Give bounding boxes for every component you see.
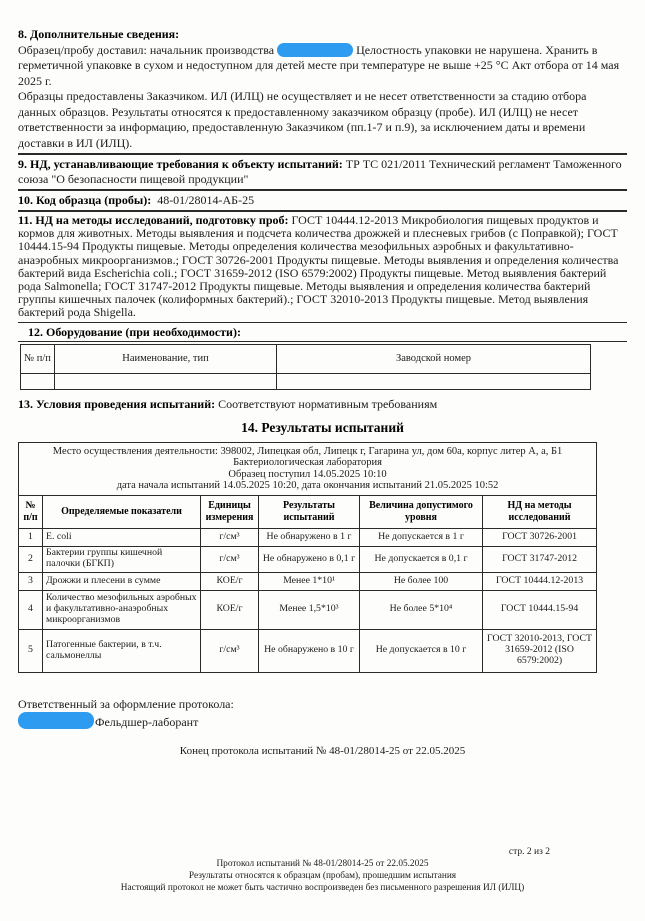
section-11: [18, 214, 627, 320]
sample-received-line: Образец поступил 14.05.2025 10:10: [228, 468, 387, 480]
row-number: 4: [19, 590, 43, 629]
row-method: ГОСТ 30726-2001: [483, 528, 597, 546]
results-col-indicator: Определяемые показатели: [43, 495, 201, 528]
results-info-row: [19, 442, 597, 495]
results-col-method: НД на методы исследований: [483, 495, 597, 528]
section-8-paragraph-1: [18, 43, 627, 90]
section-14-title: 14. Результаты испытаний: [241, 419, 404, 435]
row-number: 2: [19, 546, 43, 572]
equipment-empty-cell: [21, 373, 55, 389]
row-unit: г/см³: [201, 546, 259, 572]
row-allowed: Не более 100: [360, 572, 483, 590]
section-8-text-before-redaction: Образец/пробу доставил: начальник производства: [18, 42, 275, 57]
redacted-name-block: [277, 43, 353, 57]
row-number: 3: [19, 572, 43, 590]
row-method: ГОСТ 31747-2012: [483, 546, 597, 572]
equipment-empty-cell: [55, 373, 277, 389]
row-indicator: Количество мезофильных аэробных и факультативно-анаэробных микроорганизмов: [43, 590, 201, 629]
results-row: [19, 546, 597, 572]
row-allowed: Не допускается в 0,1 г: [360, 546, 483, 572]
results-info-cell: [19, 442, 597, 495]
row-allowed: Не допускается в 10 г: [360, 629, 483, 672]
section-10: [18, 193, 627, 208]
page-number: стр. 2 из 2: [508, 847, 550, 857]
results-row: [19, 572, 597, 590]
test-dates-line: дата начала испытаний 14.05.2025 10:20, дата окончания испытаний 21.05.2025 10:52: [116, 480, 499, 492]
row-unit: КОЕ/г: [201, 572, 259, 590]
section-8-paragraph-2: Образцы предоставлены Заказчиком. ИЛ (ИЛЦ) не осуществляет и не несет ответственности за стадию отбора данных образцов. Результаты относятся к предоставленному заказчиком образцу (пробе). ИЛ (ИЛЦ) не несет ответственности за информацию, предоставленную Заказчиком (пп.1-7 и п.9), за исключением даты и времени доставки в ИЛ (ИЛЦ).: [18, 89, 587, 150]
row-result: Не обнаружено в 1 г: [259, 528, 360, 546]
footer-copy-line: Настоящий протокол не может быть частично воспроизведен без письменного разрешения ИЛ (ИЛЦ): [120, 883, 525, 893]
results-header-row: [19, 495, 597, 528]
results-col-number: № п/п: [19, 495, 43, 528]
row-number: 1: [19, 528, 43, 546]
section-9: [18, 157, 627, 187]
results-col-unit: Единицы измерения: [201, 495, 259, 528]
section-9-text: ТР ТС 021/2011 Технический регламент Таможенного союза "О безопасности пищевой продукции": [18, 157, 622, 186]
equipment-col-number: № п/п: [21, 344, 55, 373]
laboratory-name-line: Бактериологическая лаборатория: [233, 457, 382, 469]
row-result: Менее 1*10¹: [259, 572, 360, 590]
row-indicator: Дрожжи и плесени в сумме: [43, 572, 201, 590]
row-method: ГОСТ 10444.12-2013: [483, 572, 597, 590]
section-8-text-after-redaction: Целостность упаковки не нарушена. Хранить в герметичной упаковке в сухом и недоступном для детей месте при температуре не выше +25 °C Акт отбора от 14 мая 2025 г.: [18, 42, 620, 88]
section-13-label: 13. Условия проведения испытаний:: [18, 396, 216, 411]
section-11-text: ГОСТ 10444.12-2013 Микробиология пищевых продуктов и кормов для животных. Методы выявления и подсчета количества дрожжей и плесневых грибов (с Поправкой); ГОСТ 10444.15-94 Продукты пищевые. Методы определения количества мезофильных аэробных и факультативно-анаэробных микроорганизмов.; ГОСТ 30726-2001 Продукты пищевые. Методы выявления и определения количества бактерий вида Escherichia coli.; ГОСТ 31659-2012 (ISO 6579:2002) Продукты пищевые. Метод выявления бактерий рода Salmonella; ГОСТ 31747-2012 Продукты пищевые. Методы выявления и определения количества бактерий группы кишечных палочек (колиформных бактерий).; ГОСТ 32010-2013 Продукты пищевые. Метод выявления бактерий рода Shigella.: [18, 213, 619, 320]
results-col-result: Результаты испытаний: [259, 495, 360, 528]
footer-protocol-line: Протокол испытаний № 48-01/28014-25 от 22.05.2025: [216, 859, 429, 869]
separator-line: [18, 189, 627, 191]
footer-results-line: Результаты относятся к образцам (пробам), прошедшим испытания: [188, 871, 457, 881]
section-12: [28, 325, 627, 339]
section-8-title: 8. Дополнительные сведения:: [18, 27, 180, 41]
row-result: Менее 1,5*10³: [259, 590, 360, 629]
row-indicator: Бактерии группы кишечной палочки (БГКП): [43, 546, 201, 572]
section-13-text: Соответствуют нормативным требованиям: [218, 396, 438, 411]
equipment-table: [20, 344, 591, 390]
results-row: [19, 629, 597, 672]
row-result: Не обнаружено в 10 г: [259, 629, 360, 672]
signature-label: Ответственный за оформление протокола:: [18, 696, 234, 711]
separator-line: [18, 341, 627, 342]
section-12-label: 12. Оборудование (при необходимости):: [28, 324, 241, 339]
signer-position: Фельдшер-лаборант: [95, 714, 199, 729]
equipment-col-name: Наименование, тип: [55, 344, 277, 373]
row-method: ГОСТ 10444.15-94: [483, 590, 597, 629]
equipment-header-row: [21, 344, 591, 373]
page-footer: [0, 858, 645, 894]
separator-line: [18, 322, 627, 323]
equipment-empty-row: [21, 373, 591, 389]
row-unit: г/см³: [201, 528, 259, 546]
equipment-empty-cell: [277, 373, 591, 389]
results-row: [19, 590, 597, 629]
section-9-label: 9. НД, устанавливающие требования к объекту испытаний:: [18, 157, 343, 171]
section-10-label: 10. Код образца (пробы):: [18, 193, 152, 207]
results-row: [19, 528, 597, 546]
section-11-label: 11. НД на методы исследований, подготовку проб:: [18, 213, 289, 227]
row-method: ГОСТ 32010-2013, ГОСТ 31659-2012 (ISO 6579:2002): [483, 629, 597, 672]
row-unit: КОЕ/г: [201, 590, 259, 629]
results-col-allowed: Величина допустимого уровня: [360, 495, 483, 528]
section-10-code: 48-01/28014-АБ-25: [157, 193, 255, 207]
row-indicator: E. coli: [43, 528, 201, 546]
section-8: [18, 27, 627, 151]
separator-line: [18, 210, 627, 212]
row-number: 5: [19, 629, 43, 672]
row-allowed: Не допускается в 1 г: [360, 528, 483, 546]
activity-location-line: Место осуществления деятельности: 398002, Липецкая обл, Липецк г, Гагарина ул, дом 60а, корпус литер А, а, Б1: [52, 445, 563, 457]
row-unit: г/см³: [201, 629, 259, 672]
signature-line: [18, 712, 627, 732]
row-result: Не обнаружено в 0,1 г: [259, 546, 360, 572]
section-13: [18, 397, 627, 411]
separator-line: [18, 153, 627, 155]
equipment-col-serial: Заводской номер: [277, 344, 591, 373]
results-table: [18, 442, 597, 673]
row-allowed: Не более 5*10⁴: [360, 590, 483, 629]
row-indicator: Патогенные бактерии, в т.ч. сальмонеллы: [43, 629, 201, 672]
end-of-protocol-line: Конец протокола испытаний № 48-01/28014-25 от 22.05.2025: [179, 744, 466, 757]
redacted-signer-name: [18, 712, 94, 729]
